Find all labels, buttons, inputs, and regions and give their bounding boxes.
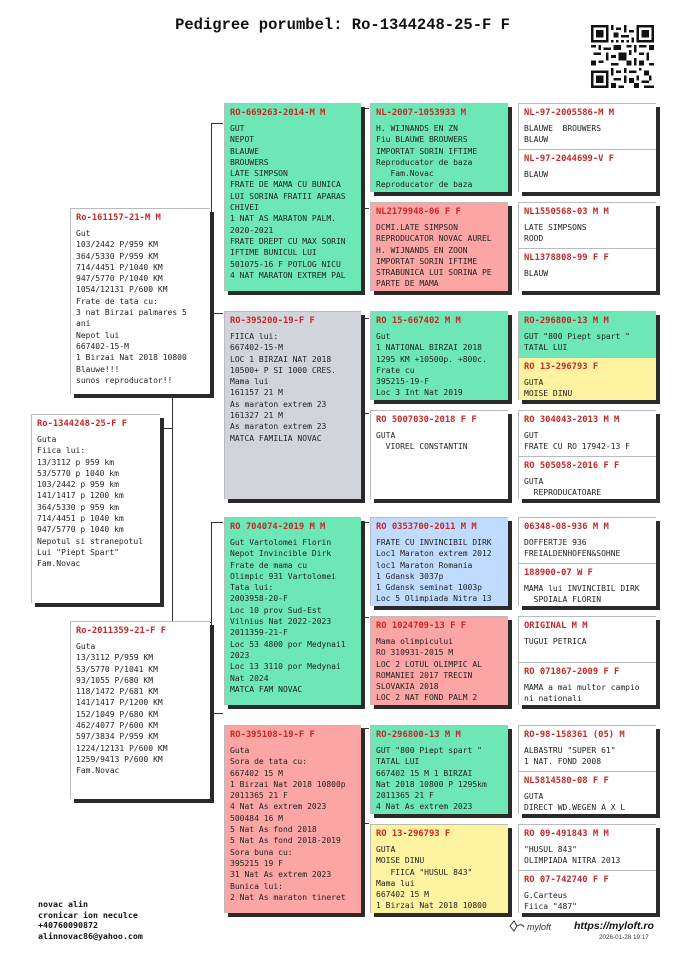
pigeon-card-dam[interactable] — [70, 621, 210, 799]
pigeon-notes: LATE SIMPSONS ROOD — [524, 223, 587, 244]
pigeon-pair-gen4-8 — [518, 824, 656, 913]
pigeon-card-gen3-1[interactable] — [370, 103, 508, 192]
pigeon-ring-id: RO 304043-2013 M M — [524, 415, 620, 425]
pigeon-card-gen4-10[interactable] — [519, 564, 656, 606]
pigeon-notes: GUTA REPRODUCATOARE — [524, 477, 602, 498]
pigeon-notes: Gut 103/2442 P/959 KM 364/5330 P/959 KM 714/4451 P/1040 KM 947/5770 P/1040 KM 1054/12131 P/600 KM Frate de tata cu: 3 nat Birzai palmares 5 ani Nepot lui 667402-15-M 1 Birzai Nat 2018 10800 Blauwe!!! sunos reproducator!! — [76, 229, 187, 385]
pigeon-notes: DOFFERTJE 936 FREIALDENHOFEN&SOHNE — [524, 538, 621, 559]
pigeon-card-gen2-1[interactable] — [224, 103, 361, 291]
pigeon-ring-id: 06348-08-936 M M — [524, 522, 609, 532]
pigeon-notes: ALBASTRU "SUPER 61" 1 NAT. FOND 2008 — [524, 746, 616, 767]
pigeon-ring-id: RO 505058-2016 F F — [524, 461, 620, 471]
pigeon-notes: GUT "800 Piept spart " TATAL LUI — [524, 332, 630, 353]
pigeon-card-root[interactable] — [31, 414, 160, 603]
pigeon-card-gen4-5[interactable] — [519, 312, 656, 357]
pigeon-ring-id: 188900-07 W F — [524, 568, 593, 578]
owner-contact — [38, 899, 143, 941]
pigeon-card-gen3-7[interactable] — [370, 725, 508, 814]
pigeon-card-sire[interactable] — [70, 208, 210, 394]
pigeon-pair-gen4-3 — [518, 311, 656, 400]
pigeon-card-gen4-7[interactable] — [519, 411, 656, 456]
pigeon-ring-id: RO 1024709-13 F F — [376, 621, 467, 631]
pigeon-ring-id: ORIGINAL M M — [524, 621, 588, 631]
pigeon-ring-id: RO-296800-13 M M — [524, 316, 609, 326]
owner-email: alinnovac86@yahoo.com — [38, 930, 143, 941]
owner-name: novac alin — [38, 899, 88, 909]
pigeon-notes: GUTA DIRECT WD.WEGEN A X L — [524, 792, 626, 813]
pigeon-card-gen4-1[interactable] — [519, 104, 656, 149]
generated-timestamp: 2026-01-28 19:17 — [599, 934, 649, 941]
pigeon-card-gen4-14[interactable] — [519, 772, 656, 814]
pigeon-notes: Guta Sora de tata cu: 667402 15 M 1 Birzai Nat 2018 10800p 2011365 21 F 4 Nat As extrem 2023 500484 16 M 5 Nat As fond 2018 5 Nat As fond 2018-2019 Sora buna cu: 395215 19 F 31 Nat As extrem 2023 Bunica lui: 2 Nat As maraton tineret — [230, 746, 346, 902]
pigeon-ring-id: RO-98-158361 (05) M — [524, 730, 625, 740]
pigeon-pair-gen4-5 — [518, 517, 656, 606]
pigeon-pair-gen4-7 — [518, 725, 656, 814]
myloft-logo — [508, 917, 564, 935]
pigeon-pair-gen4-6 — [518, 616, 656, 705]
pigeon-card-gen4-16[interactable] — [519, 871, 656, 913]
pigeon-pair-gen4-4 — [518, 410, 656, 499]
pigeon-notes: GUT NEPOT BLAUWE BROUWERS LATE SIMPSON FRATE DE MAMA CU BUNICA LUI SORINA FRATII APARAS CHIVEI 1 NAT AS MARATON PALM. 2020-2021 FRATE DREPT CU MAX SORIN IFTIME BUNICUL LUI 501075-16 F POTLOG NICU 4 NAT MARATON EXTREM PAL — [230, 124, 346, 280]
pigeon-card-gen4-6[interactable] — [519, 358, 656, 400]
pigeon-ring-id: Ro-161157-21-M M — [76, 213, 161, 223]
pigeon-ring-id: RO-296800-13 M M — [376, 730, 461, 740]
owner-phone: +40760090872 — [38, 920, 98, 930]
pigeon-card-gen4-15[interactable] — [519, 825, 656, 870]
pigeon-notes: GUTA VIOREL CONSTANTIN — [376, 431, 468, 452]
pigeon-notes: H. WIJNANDS EN ZN Fiu BLAUWE BROUWERS IMPORTAT SORIN IFTIME Reproducator de baza Fam.Novac Reproducator de baza — [376, 124, 478, 190]
pigeon-notes: MAMA a mai multor campio ni nationali — [524, 683, 640, 704]
pigeon-pair-gen4-1 — [518, 103, 656, 192]
pigeon-card-gen3-3[interactable] — [370, 311, 508, 400]
pigeon-notes: TUGUI PETRICA — [524, 637, 587, 646]
pigeon-card-gen3-4[interactable] — [370, 410, 508, 499]
pigeon-card-gen2-3[interactable] — [224, 517, 361, 705]
pigeon-ring-id: RO-395200-19-F F — [230, 316, 315, 326]
pigeon-notes: Mama olimpicului RO 310931-2015 M LOC 2 LOTUL OLIMPIC AL ROMANIEI 2017 TRECIN SLOVAKIA 2018 LOC 2 NAT FOND PALM 2 — [376, 637, 482, 703]
pigeon-notes: G.Carteus Fiica "487" — [524, 891, 577, 912]
pigeon-notes: BLAUWE BROUWERS BLAUW — [524, 124, 602, 145]
pigeon-ring-id: Ro-2011359-21-F F — [76, 626, 167, 636]
pigeon-card-gen2-2[interactable] — [224, 311, 361, 499]
pigeon-ring-id: RO 704074-2019 M M — [230, 522, 326, 532]
pigeon-notes: GUT FRATE CU RO 17942-13 F — [524, 431, 630, 452]
pigeon-card-gen4-13[interactable] — [519, 726, 656, 771]
pigeon-ring-id: NL-97-2044699-V F — [524, 154, 615, 164]
pigeon-notes: GUTA MOISE DINU FIICA "HUSUL 843" Mama lui 667402 15 M 1 Birzai Nat 2018 10800 — [376, 845, 487, 911]
pigeon-notes: FRATE CU INVINCIBIL DIRK Loc1 Maraton extrem 2012 loc1 Maraton Romania 1 Gdansk 3037p 1 Gdansk seminat 1003p Loc 5 Olimpiada Nitra 13 — [376, 538, 492, 604]
pigeon-pair-gen4-2 — [518, 202, 656, 291]
pigeon-ring-id: NL2179948-06 F F — [376, 207, 461, 217]
pigeon-ring-id: RO 13-296793 F — [524, 362, 599, 372]
pigeon-card-gen4-2[interactable] — [519, 150, 656, 192]
pigeon-card-gen4-11[interactable] — [519, 617, 656, 662]
pigeon-notes: DCMI.LATE SIMPSON REPRODUCATOR NOVAC AUREL H. WIJNANDS EN ZOON IMPORTAT SORIN IFTIME STRABUNICA LUI SORINA PE PARTE DE MAMA — [376, 223, 492, 289]
pigeon-notes: GUT "800 Piept spart " TATAL LUI 667402 15 M 1 BIRZAI Nat 2018 10800 P 1295km 2011365 21 F 4 Nat As extrem 2023 — [376, 746, 487, 812]
pigeon-ring-id: RO 15-667402 M M — [376, 316, 461, 326]
pigeon-ring-id: RO 071867-2009 F F — [524, 667, 620, 677]
pigeon-notes: Guta 13/3112 P/959 KM 53/5770 P/1041 KM 93/1055 P/680 KM 118/1472 P/681 KM 141/1417 P/1200 KM 152/1049 P/680 KM 462/4077 P/600 KM 597/3834 P/959 KM 1224/12131 P/600 KM 1259/9413 P/600 KM Fam.Novac — [76, 642, 168, 776]
pigeon-card-gen4-12[interactable] — [519, 663, 656, 705]
pigeon-card-gen2-4[interactable] — [224, 725, 361, 913]
pigeon-ring-id: Ro-1344248-25-F F — [37, 419, 128, 429]
pigeon-notes: GUTA MOISE DINU — [524, 378, 573, 399]
pigeon-ring-id: NL-97-2005586-M M — [524, 108, 615, 118]
pigeon-ring-id: NL-2007-1053933 M — [376, 108, 467, 118]
pigeon-card-gen4-8[interactable] — [519, 457, 656, 499]
pigeon-ring-id: RO 5007030-2018 F F — [376, 415, 477, 425]
pigeon-card-gen4-9[interactable] — [519, 518, 656, 563]
pigeon-notes: BLAUW — [524, 170, 549, 179]
pigeon-ring-id: RO 07-742740 F F — [524, 875, 609, 885]
pigeon-ring-id: NL1550568-03 M M — [524, 207, 609, 217]
pigeon-ring-id: NL1378808-99 F F — [524, 253, 609, 263]
pigeon-notes: BLAUW — [524, 269, 549, 278]
pigeon-notes: Gut 1 NATIONAL BIRZAI 2018 1295 KM +10500p. +800c. Frate cu 395215-19-F Loc 3 Int Nat 2019 — [376, 332, 487, 398]
pigeon-card-gen4-3[interactable] — [519, 203, 656, 248]
pigeon-ring-id: RO-669263-2014-M M — [230, 108, 326, 118]
owner-partner: cronicar ion neculce — [38, 909, 138, 920]
pigeon-ring-id: RO 13-296793 F — [376, 829, 451, 839]
myloft-logo-text: myloft — [527, 922, 552, 932]
pigeon-card-gen4-4[interactable] — [519, 249, 656, 291]
pigeon-notes: FIICA lui: 667402-15-M LOC 1 BIRZAI NAT 2018 10500+ P SI 1000 CRES. Mama lui 161157 21 M As maraton extrem 23 161327 21 M As maraton extrem 23 MATCA FAMILIA NOVAC — [230, 332, 336, 443]
pigeon-notes: Guta Fiica lui: 13/3112 p 959 km 53/5770 p 1040 km 103/2442 p 959 km 141/1417 p 1200 km 364/5330 p 959 km 714/4451 p 1040 km 947/5770 p 1040 km Nepotul si stranepotul Lui "Piept Spart" Fam.Novac — [37, 435, 143, 569]
pigeon-notes: Gut Vartolomei Florin Nepot Invincible Dirk Frate de mama cu Olimpic 931 Vartolomei Tata lui: 2003958-20-F Loc 10 prov Sud-Est Vilnius Nat 2022-2023 2011359-21-F Loc 53 4800 por Medynai1 2023 Loc 13 3110 por Medynai Nat 2024 MATCA FAM NOVAC — [230, 538, 346, 694]
pigeon-card-gen3-6[interactable] — [370, 616, 508, 705]
pigeon-ring-id: RO 0353700-2011 M M — [376, 522, 477, 532]
pigeon-card-gen3-2[interactable] — [370, 202, 508, 291]
qr-code-image — [591, 25, 654, 88]
pigeon-ring-id: RO 09-491843 M M — [524, 829, 609, 839]
pigeon-ring-id: NL5814580-08 F F — [524, 776, 609, 786]
pigeon-ring-id: RO-395108-19-F F — [230, 730, 315, 740]
pigeon-card-gen3-8[interactable] — [370, 824, 508, 913]
page-title: Pedigree porumbel: Ro-1344248-25-F F — [175, 16, 510, 34]
site-link[interactable]: https://myloft.ro — [574, 920, 654, 932]
pigeon-notes: MAMA lui INVINCIBIL DIRK SPOIALA FLORIN — [524, 584, 640, 605]
pigeon-notes: "HUSUL 843" OLIMPIADA NITRA 2013 — [524, 845, 621, 866]
pigeon-card-gen3-5[interactable] — [370, 517, 508, 606]
